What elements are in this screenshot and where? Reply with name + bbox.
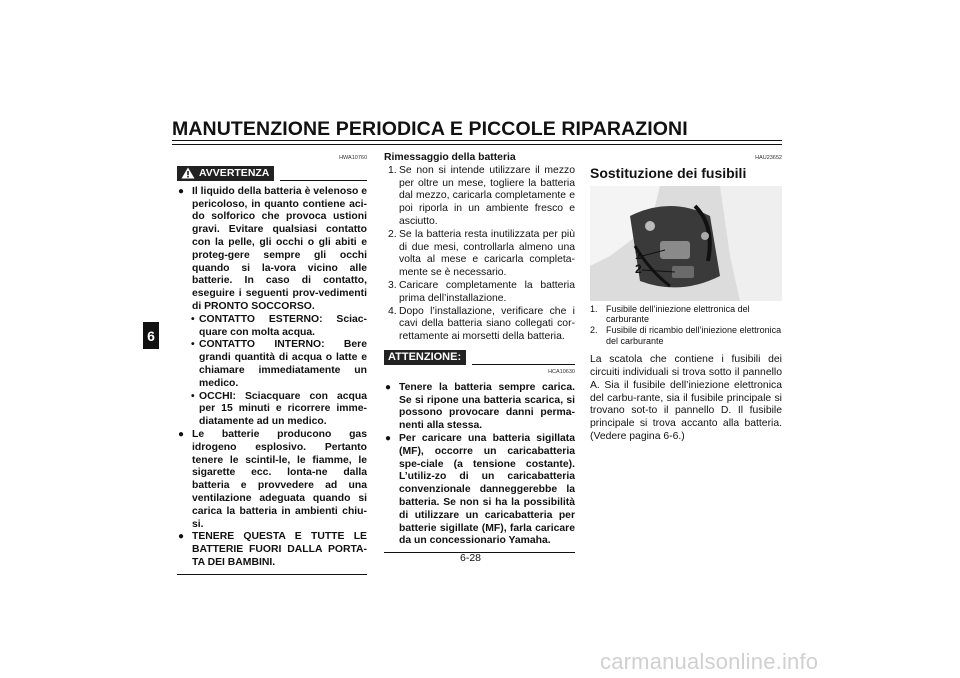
warning-banner <box>177 166 367 181</box>
header-rule <box>172 140 782 141</box>
first-aid-item: • CONTATTO INTERNO: Bere grandi quantità di acqua o latte e chiamare immediatamente un medico. <box>191 339 367 389</box>
first-aid-item: • CONTATTO ESTERNO: Sciac-quare con molta acqua. <box>191 313 367 338</box>
section-heading: Rimessaggio della batteria <box>384 152 516 163</box>
caution-underline <box>472 364 575 365</box>
bullet-icon: ● <box>385 432 392 444</box>
storage-steps <box>384 165 575 344</box>
step-item: 3. Caricare completamente la batteria prima dell’installazione. <box>388 279 575 304</box>
bullet-icon: ● <box>178 185 185 197</box>
middle-column <box>384 152 575 553</box>
warning-list <box>177 186 367 570</box>
warning-end-rule <box>177 574 367 575</box>
body-text: La scatola che contiene i fusibili dei circuiti individuali si trova sotto il pannello A. Sia il fusibile dell’iniezione elettronica del carbu-rante, sia il fusibile principale si trovano sot-to il pannello D. Il fusibile principale si trova accanto alla batteria. (Vedere pagina 6-6.) <box>590 354 782 442</box>
caption-item: 2. Fusibile di ricambio dell’iniezione elettronica del carburante <box>590 324 782 346</box>
header-rule-thin <box>172 144 782 145</box>
first-aid-text: CONTATTO ESTERNO: Sciac-quare con molta acqua. <box>199 313 367 338</box>
callout-2: 2 <box>635 261 642 276</box>
warning-label: AVVERTENZA <box>199 166 270 179</box>
first-aid-item: • OCCHI: Sciacquare con acqua per 15 minuti e ricorrere imme-diatamente ad un medico. <box>191 390 367 428</box>
warning-text: Le batterie producono gas idrogeno esplosivo. Pertanto tenere le scintil-le, le fiamme, le sigarette ecc. lonta-ne dalla batteria e provvedere ad una ventilazione adeguata quando si carica la batteria in ambienti chiu-si. <box>192 428 367 530</box>
caution-code: HCA10630 <box>548 368 575 375</box>
caution-text: Tenere la batteria sempre carica. Se si ripone una batteria scarica, si possono provocare danni perma-nenti alla stessa. <box>399 381 575 432</box>
right-column <box>590 152 782 444</box>
callout-1: 1 <box>635 247 642 262</box>
step-item: 4. Dopo l’installazione, verificare che i cavi della batteria siano collegati cor-rettamente ai morsetti della batteria. <box>388 305 575 343</box>
warning-text: TENERE QUESTA E TUTTE LE BATTERIE FUORI DALLA PORTA-TA DEI BAMBINI. <box>192 531 367 568</box>
fuse-photo <box>590 186 782 301</box>
first-aid-text: CONTATTO INTERNO: Bere grandi quantità di acqua o latte e chiamare immediatamente un medico. <box>199 339 367 389</box>
bullet-icon: ● <box>385 381 392 393</box>
section-title: Sostituzione dei fusibili <box>590 164 747 181</box>
page-title: MANUTENZIONE PERIODICA E PICCOLE RIPARAZIONI <box>172 118 688 140</box>
page-header <box>172 118 782 140</box>
chapter-tab: 6 <box>143 322 159 349</box>
bullet-icon: ● <box>178 531 185 543</box>
caution-text: Per caricare una batteria sigillata (MF), occorre un caricabatteria spe-ciale (a tensione costante). L’utiliz-zo di un caricabatteria convenzionale danneggerebbe la batteria. Se non si ha la possibilità di utilizzare un caricabatteria per batterie sigillate (MF), farla caricare da un concessionario Yamaha. <box>399 432 575 547</box>
caution-bullet <box>384 382 575 433</box>
watermark: carmanualsonline.info <box>600 649 819 674</box>
step-item: 1. Se non si intende utilizzare il mezzo per oltre un mese, togliere la batteria dal mezzo, caricarla completamente e poi riporla in un ambiente fresco e asciutto. <box>388 164 575 227</box>
warning-bullet <box>177 531 367 569</box>
bullet-icon: ● <box>178 428 185 440</box>
caption-item: 1. Fusibile dell’iniezione elettronica del carburante <box>590 303 750 325</box>
caution-list <box>384 382 575 548</box>
caution-bullet <box>384 433 575 548</box>
left-column <box>177 152 367 575</box>
page-number: 6-28 <box>460 552 482 564</box>
photo-captions <box>590 304 782 346</box>
warning-triangle-icon <box>181 167 195 179</box>
warning-code: HWA10760 <box>339 155 367 161</box>
warning-bullet <box>177 186 367 314</box>
first-aid-text: OCCHI: Sciacquare con acqua per 15 minuti e ricorrere imme-diatamente ad un medico. <box>199 390 367 428</box>
caution-tag: ATTENZIONE: <box>384 350 466 365</box>
fuse-illustration <box>590 186 782 301</box>
warning-bullet <box>177 429 367 531</box>
warning-tag <box>177 166 274 181</box>
caution-banner <box>384 350 575 365</box>
section-code: HAU23652 <box>755 155 782 161</box>
warning-text: Il liquido della batteria è velenoso e pericoloso, in quanto contiene aci-do solforico che provoca ustioni gravi. Evitare qualsiasi contatto con la pelle, gli occhi o gli abiti e proteg-gere sempre gli occhi quando si la-vora vicino alle batterie. In caso di contatto, eseguire i seguenti prov-vedimenti di PRONTO SOCCORSO. <box>192 185 367 312</box>
warning-underline <box>280 180 367 181</box>
step-item: 2. Se la batteria resta inutilizzata per più di due mesi, controllarla almeno una volta al mese e caricarla completa-mente se è necessario. <box>388 228 575 279</box>
